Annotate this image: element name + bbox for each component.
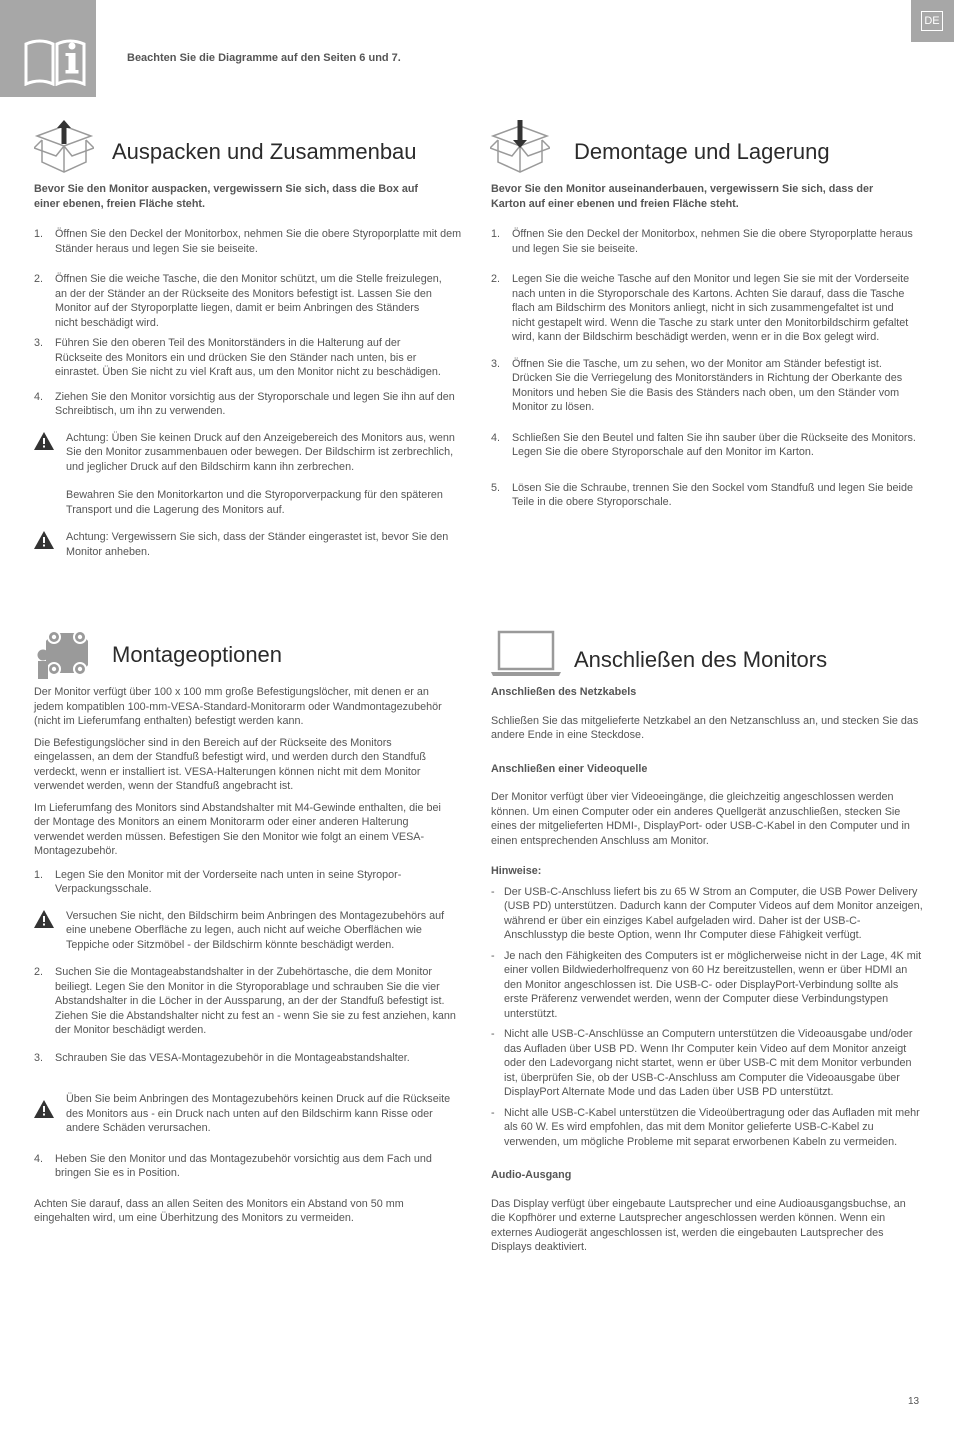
unpack-lead: Bevor Sie den Monitor auspacken, vergewissern Sie sich, dass die Box auf einer ebenen, freien Fläche steht. (34, 183, 419, 210)
language-badge: DE (921, 11, 943, 31)
warning-icon (34, 910, 54, 928)
connect-section (491, 685, 923, 1255)
section-title-mounting: Montageoptionen (112, 642, 283, 667)
warning-icon (34, 1100, 54, 1118)
video-heading: Anschließen einer Videoquelle (491, 762, 648, 775)
list-item: 3. Führen Sie den oberen Teil des Monitorständers in die Halterung auf der Rückseite des Monitors ein und drücken Sie den Ständer nach unten, bis er einrastet. Üben Sie nicht zu viel Kraft aus, um den Monitor nicht zu beschädigen. (34, 337, 441, 378)
power-text: Schließen Sie das mitgelieferte Netzkabel an den Netzanschluss an, und stecken Sie das andere Ende in eine Steckdose. (491, 714, 919, 741)
list-item: 2. Legen Sie die weiche Tasche auf den Monitor und legen Sie sie mit der Vorderseite nach unten in die Styroporschale des Kartons. Achten Sie darauf, dass die Tasche flach am Bildschirm des Monitors anliegt, nicht in sich zusammengefaltet ist und nicht gestapelt wird. Wenn die Tasche zu stark unter den Monitorbildschirm gefaltet wird, kann der Bildschirm beschädigt werden, wenn er in die Box gelegt wird. (491, 273, 910, 343)
warning-note (34, 1092, 464, 1136)
warning-note (34, 431, 464, 475)
mounting-paragraph: Der Monitor verfügt über 100 x 100 mm große Befestigungslöcher, mit denen er an jedem kompatiblen 100-mm-VESA-Standard-Monitorarm oder Wandmontagezubehör (nicht im Lieferumfang enthalten) befestigt werden kann. (34, 686, 442, 727)
warning-note (34, 909, 464, 953)
mounting-paragraph: Im Lieferumfang des Monitors sind Abstandshalter mit M4-Gewinde enthalten, die bei der Montage des Monitors an einem Monitorarm oder einer anderen Halterung verwendet werden müssen. Befestigen Sie den Monitor wie folgt an einem VESA-Montagezubehör. (34, 801, 441, 857)
page-number: 13 (908, 1396, 920, 1407)
warning-text: Achtung: Üben Sie keinen Druck auf den Anzeigebereich des Monitors aus, wenn Sie den Monitor zusammenbauen oder bewegen. Der Bildschirm ist zerbrechlich, und jeglicher Druck auf den Bildschirm kann ihn zerbrechen. (66, 431, 455, 473)
video-text: Der Monitor verfügt über vier Videoeingänge, die gleichzeitig angeschlossen werden können. Um einen Computer oder ein anderes Quellgerät anzuschließen, stecken Sie eines der mitgelieferten HDMI-, DisplayPort- oder USB-C-Kabel in den Computer und in einen entsprechenden Anschluss am Monitor. (491, 791, 910, 847)
list-item: - Der USB-C-Anschluss liefert bis zu 65 W Strom an Computer, die USB Power Delivery (USB PD) unterstützen. Dadurch kann der Computer Videos auf dem Monitor anzeigen, während er über ein einziges Kabel aufgeladen wird. Daher ist der USB-C-Anschlusstyp die beste Option, wenn Ihr Computer diese Fähigkeit verfügt. (491, 885, 923, 941)
info-block (0, 0, 96, 97)
power-heading: Anschließen des Netzkabels (491, 686, 637, 698)
section-title-connect: Anschließen des Monitors (574, 647, 828, 672)
mounting-closing: Achten Sie darauf, dass an allen Seiten des Monitors ein Abstand von 50 mm eingehalten wird, um eine Überhitzung des Monitors zu vermeiden. (34, 1197, 404, 1224)
audio-heading: Audio-Ausgang (491, 1169, 572, 1181)
list-item: 4. Ziehen Sie den Monitor vorsichtig aus der Styroporschale und legen Sie ihn auf den Schreibtisch, um ihn zu verwenden. (34, 390, 455, 417)
warning-icon (34, 531, 54, 549)
audio-text: Das Display verfügt über eingebaute Lautsprecher und eine Audioausgangsbuchse, an die Kopfhörer und externe Lautsprecher angeschlossen werden können. Wenn ein externes Audiogerät angeschlossen ist, werden die eingebauten Lautsprecher des Displays deaktiviert. (491, 1197, 906, 1253)
list-item: 4. Schließen Sie den Beutel und falten Sie ihn sauber über die Rückseite des Monitors. Legen Sie die obere Styroporschale auf den Monitor im Karton. (491, 431, 916, 458)
list-item: 3. Schrauben Sie das VESA-Montagezubehör in die Montageabstandshalter. (34, 1051, 410, 1064)
list-item: - Nicht alle USB-C-Kabel unterstützen die Videoübertragung oder das Aufladen mit mehr als 60 W. Es wird empfohlen, das mit dem Monitor gelieferte USB-C-Kabel zu verwenden, um mögliche Probleme mit separat erworbenen Kabeln zu vermeiden. (491, 1106, 920, 1148)
keep-packaging-note: Bewahren Sie den Monitorkarton und die Styroporverpackung für den späteren Transport und die Lagerung des Monitors auf. (66, 489, 443, 516)
list-item: 2. Suchen Sie die Montageabstandshalter in der Zubehörtasche, die dem Monitor beiliegt. Legen Sie den Monitor in die Styroporablage und schrauben Sie die vier Abstandshalter in die Löcher in der Aussparung, an der der Standfuß befestigt ist. Ziehen Sie die Abstandshalter nicht zu fest an - wenn Sie sie zu fest anziehen, kann der Monitor beschädigt werden. (34, 966, 456, 1036)
mounting-paragraph: Die Befestigungslöcher sind in den Bereich auf der Rückseite des Monitors eingelassen, an dem der Standfuß befestigt wird, und werden durch den Standfuß verdeckt, wenn er installiert ist. VESA-Halterungen können nicht mit dem Monitor verwendet werden, wenn der Standfuß angebracht ist. (34, 736, 426, 792)
section-title-unpack: Auspacken und Zusammenbau (112, 139, 417, 164)
list-item: 3. Öffnen Sie die Tasche, um zu sehen, wo der Monitor am Ständer befestigt ist. Drücken Sie die Verriegelung des Monitorständers in Richtung der Oberkante des Monitors und heben Sie die Basis des Ständers nach oben, um den Ständer vom Monitor zu lösen. (491, 357, 903, 413)
warning-text: Versuchen Sie nicht, den Bildschirm beim Anbringen des Montagezubehörs auf eine unebene Oberfläche zu legen, auch nicht auf weiche Oberflächen wie Teppiche oder Sitzmöbel - der Bildschirm könnte beschädigt werden. (66, 909, 445, 951)
list-item: 5. Lösen Sie die Schraube, trennen Sie den Sockel vom Standfuß und legen Sie beide Teile in die obere Styroporschale. (491, 481, 913, 508)
info-note: Beachten Sie die Diagramme auf den Seiten 6 und 7. (127, 52, 401, 64)
list-item: 2. Öffnen Sie die weiche Tasche, die den Monitor schützt, um die Stelle freizulegen, an der der Ständer an der Rückseite des Monitors befestigt ist. Lassen Sie den Monitor auf der Styroporplatte liegen, damit er beim Anbringen des Ständers nicht beschädigt wird. (34, 273, 442, 329)
list-item: - Je nach den Fähigkeiten des Computers ist er möglicherweise nicht in der Lage, 4K mit einer vollen Bildwiederholfrequenz von 60 Hz bereitzustellen, wenn er über HDMI an den Monitor angeschlossen ist. Die USB-C- oder DisplayPort-Verbindung sollte als erste Präferenz verwendet werden, wenn der Computer diese Verbindungstypen unterstützt. (491, 949, 922, 1020)
box-pack-arrow-down-icon (490, 118, 550, 174)
storage-section (491, 182, 923, 510)
list-item: 1. Öffnen Sie den Deckel der Monitorbox, nehmen Sie die obere Styroporplatte mit dem Ständer heraus und legen Sie sie beiseite. (34, 228, 462, 255)
book-info-icon (22, 36, 88, 86)
vesa-mount-icon (36, 627, 98, 679)
warning-icon (34, 432, 54, 450)
mounting-section (34, 685, 464, 1226)
list-item: - Nicht alle USB-C-Anschlüsse an Computern unterstützen die Videoausgabe und/oder das Aufladen über USB PD. Wenn Ihr Computer kein Video auf dem Monitor anzeigt oder den Ladevorgang nicht startet, wenn er über USB-C mit dem Monitor verbunden ist, überprüfen Sie, ob der USB-C-Anschluss am Computer die Videoausgabe über DisplayPort Alternate Mode und das Laden über USB PD unterstützt. (491, 1028, 913, 1098)
notes-heading: Hinweise: (491, 865, 542, 877)
unpack-section (34, 182, 464, 559)
storage-lead: Bevor Sie den Monitor auseinanderbauen, vergewissern Sie sich, dass der Karton auf einer ebenen und freien Fläche steht. (491, 183, 874, 210)
list-item: 1. Öffnen Sie den Deckel der Monitorbox, nehmen Sie die obere Styroporplatte heraus und legen Sie sie beiseite. (491, 228, 913, 255)
list-item: 1. Legen Sie den Monitor mit der Vorderseite nach unten in seine Styropor-Verpackungsschale. (34, 868, 402, 895)
section-title-storage: Demontage und Lagerung (574, 139, 830, 164)
box-unpack-arrow-up-icon (34, 118, 94, 174)
warning-text: Achtung: Vergewissern Sie sich, dass der Ständer eingerastet ist, bevor Sie den Monitor anheben. (66, 531, 449, 558)
warning-text: Üben Sie beim Anbringen des Montagezubehörs keinen Druck auf die Rückseite des Monitors aus - ein Druck nach unten auf den Bildschirm kann Risse oder andere Schäden verursachen. (66, 1093, 451, 1134)
laptop-icon (490, 630, 562, 678)
list-item: 4. Heben Sie den Monitor und das Montagezubehör vorsichtig aus dem Fach und bringen Sie es in Position. (34, 1152, 432, 1179)
warning-note (34, 530, 464, 559)
language-tab (911, 0, 954, 42)
